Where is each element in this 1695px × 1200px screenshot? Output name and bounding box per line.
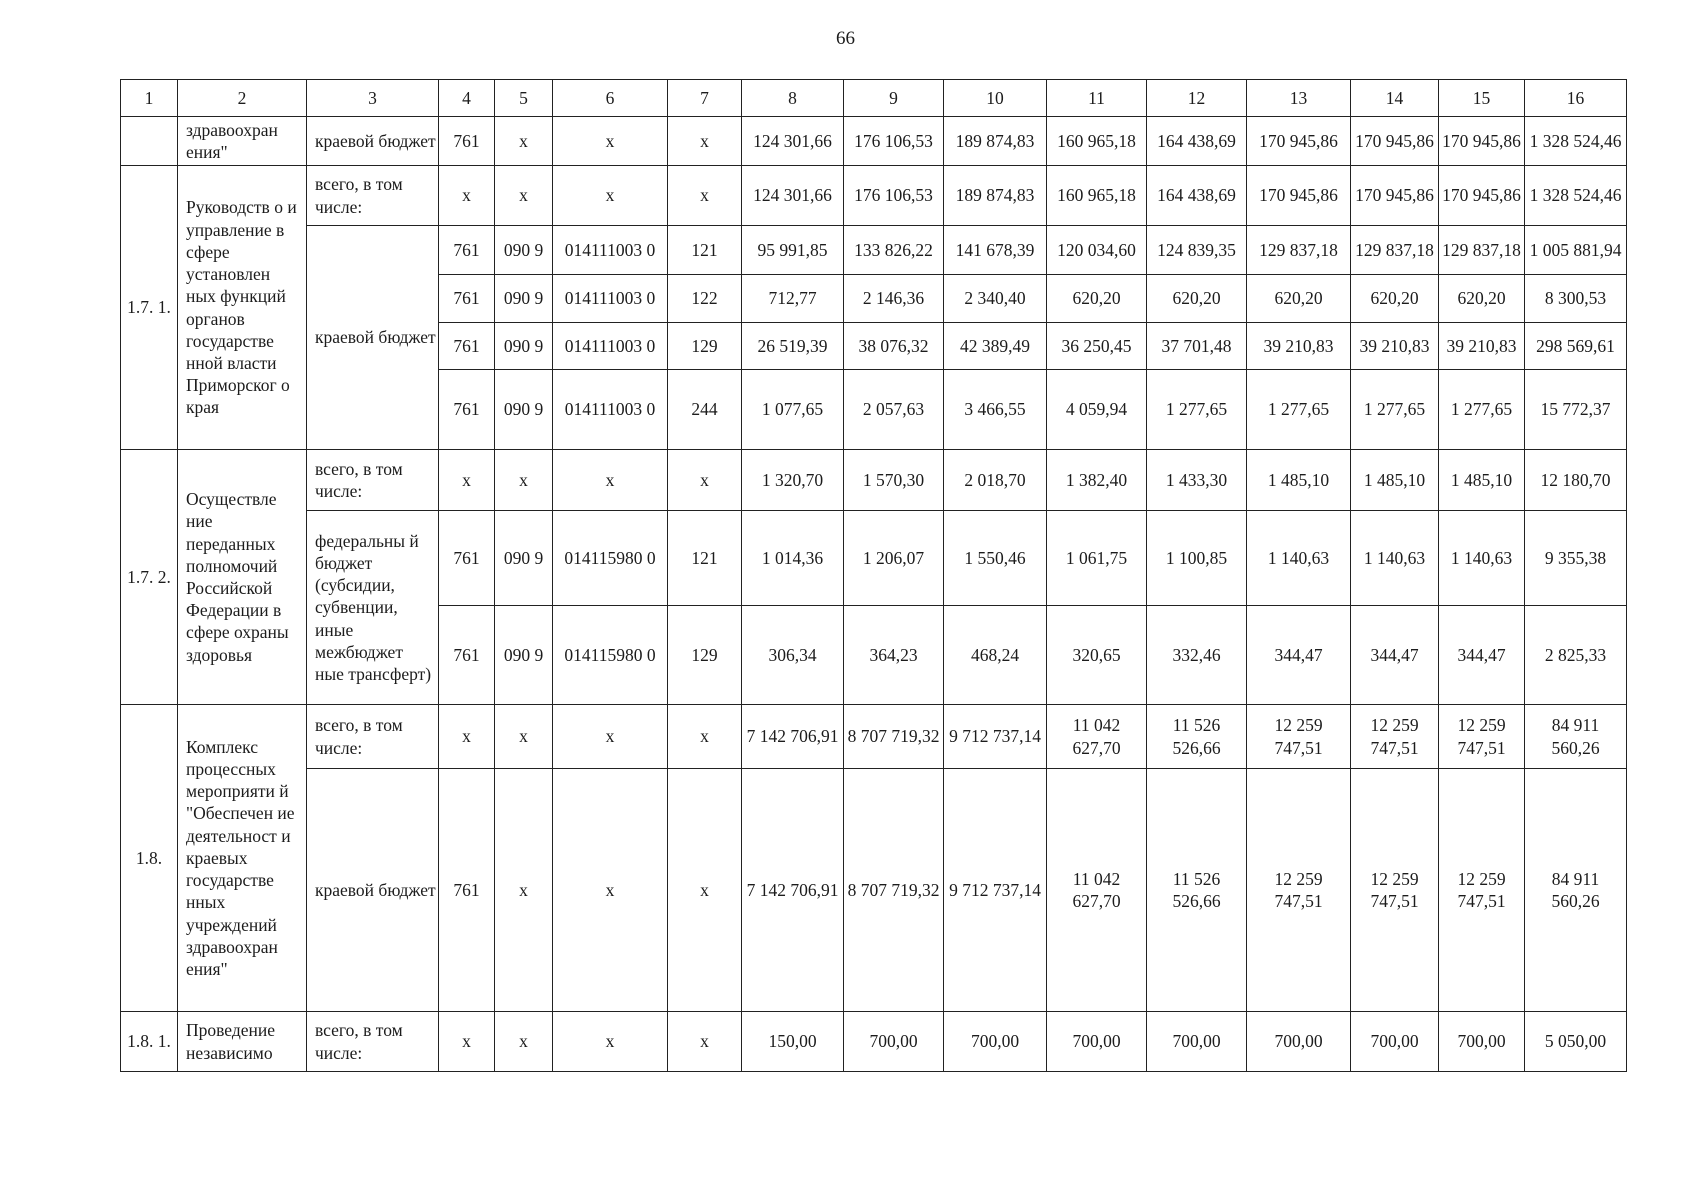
funding-source: всего, в том числе: — [307, 166, 439, 226]
cell-c4: х — [439, 450, 495, 511]
value-cell: 306,34 — [742, 606, 844, 705]
cell-c4: х — [439, 705, 495, 769]
value-cell: 170 945,86 — [1439, 117, 1525, 166]
value-cell: 12 259 747,51 — [1247, 769, 1351, 1012]
value-cell: 39 210,83 — [1351, 323, 1439, 370]
table-row — [121, 769, 1627, 1012]
cell-c5: х — [495, 166, 553, 226]
cell-c6: х — [553, 769, 668, 1012]
cell-c4: 761 — [439, 511, 495, 606]
value-cell: 170 945,86 — [1351, 166, 1439, 226]
row-number: 1.8. — [121, 705, 178, 1012]
value-cell: 1 320,70 — [742, 450, 844, 511]
value-cell: 11 526 526,66 — [1147, 705, 1247, 769]
table-row — [121, 511, 1627, 606]
value-cell: 176 106,53 — [844, 117, 944, 166]
value-cell: 700,00 — [1439, 1012, 1525, 1072]
value-cell: 95 991,85 — [742, 226, 844, 275]
value-cell: 364,23 — [844, 606, 944, 705]
item-name: Руководств о и управление в сфере установлен ных функций органов государстве нной власти Приморског о края — [178, 166, 307, 450]
value-cell: 5 050,00 — [1525, 1012, 1627, 1072]
funding-source: федеральны й бюджет (субсидии, субвенции, иные межбюджет ные трансферт) — [307, 511, 439, 705]
value-cell: 344,47 — [1247, 606, 1351, 705]
value-cell: 160 965,18 — [1047, 166, 1147, 226]
value-cell: 1 277,65 — [1351, 370, 1439, 450]
value-cell: 1 550,46 — [944, 511, 1047, 606]
value-cell: 2 018,70 — [944, 450, 1047, 511]
cell-c4: 761 — [439, 370, 495, 450]
value-cell: 700,00 — [844, 1012, 944, 1072]
value-cell: 8 707 719,32 — [844, 705, 944, 769]
header-cell: 10 — [944, 80, 1047, 117]
value-cell: 1 433,30 — [1147, 450, 1247, 511]
value-cell: 7 142 706,91 — [742, 705, 844, 769]
value-cell: 1 328 524,46 — [1525, 117, 1627, 166]
cell-c6: 014115980 0 — [553, 606, 668, 705]
value-cell: 164 438,69 — [1147, 117, 1247, 166]
value-cell: 176 106,53 — [844, 166, 944, 226]
funding-source: всего, в том числе: — [307, 450, 439, 511]
value-cell: 1 140,63 — [1439, 511, 1525, 606]
value-cell: 1 014,36 — [742, 511, 844, 606]
value-cell: 26 519,39 — [742, 323, 844, 370]
value-cell: 332,46 — [1147, 606, 1247, 705]
value-cell: 12 259 747,51 — [1351, 705, 1439, 769]
value-cell: 170 945,86 — [1247, 166, 1351, 226]
value-cell: 1 140,63 — [1247, 511, 1351, 606]
value-cell: 170 945,86 — [1439, 166, 1525, 226]
value-cell: 9 712 737,14 — [944, 769, 1047, 1012]
funding-source: краевой бюджет — [307, 117, 439, 166]
cell-c7: 129 — [668, 606, 742, 705]
value-cell: 42 389,49 — [944, 323, 1047, 370]
table-row — [121, 1012, 1627, 1072]
item-name: Комплекс процессных мероприяти й "Обеспечен ие деятельност и краевых государстве нных учреждений здравоохран ения" — [178, 705, 307, 1012]
cell-c7: 121 — [668, 511, 742, 606]
header-cell: 6 — [553, 80, 668, 117]
cell-c5: х — [495, 1012, 553, 1072]
value-cell: 620,20 — [1439, 275, 1525, 323]
value-cell: 298 569,61 — [1525, 323, 1627, 370]
value-cell: 36 250,45 — [1047, 323, 1147, 370]
cell-c5: х — [495, 450, 553, 511]
value-cell: 12 259 747,51 — [1439, 705, 1525, 769]
value-cell: 38 076,32 — [844, 323, 944, 370]
funding-source: краевой бюджет — [307, 769, 439, 1012]
cell-c5: х — [495, 705, 553, 769]
cell-c6: 014111003 0 — [553, 226, 668, 275]
value-cell: 9 355,38 — [1525, 511, 1627, 606]
cell-c5: 090 9 — [495, 226, 553, 275]
budget-table — [120, 79, 1627, 1072]
value-cell: 700,00 — [944, 1012, 1047, 1072]
value-cell: 1 206,07 — [844, 511, 944, 606]
value-cell: 84 911 560,26 — [1525, 705, 1627, 769]
header-cell: 11 — [1047, 80, 1147, 117]
value-cell: 12 180,70 — [1525, 450, 1627, 511]
value-cell: 1 570,30 — [844, 450, 944, 511]
item-name: Осуществле ние переданных полномочий Российской Федерации в сфере охраны здоровья — [178, 450, 307, 705]
value-cell: 1 005 881,94 — [1525, 226, 1627, 275]
cell-c4: 761 — [439, 769, 495, 1012]
header-row — [121, 80, 1627, 117]
cell-c4: 761 — [439, 606, 495, 705]
cell-c6: 014115980 0 — [553, 511, 668, 606]
item-name: здравоохран ения" — [178, 117, 307, 166]
cell-c7: 129 — [668, 323, 742, 370]
value-cell: 1 277,65 — [1147, 370, 1247, 450]
value-cell: 124 301,66 — [742, 166, 844, 226]
value-cell: 12 259 747,51 — [1351, 769, 1439, 1012]
table-row — [121, 166, 1627, 226]
value-cell: 700,00 — [1247, 1012, 1351, 1072]
value-cell: 1 485,10 — [1247, 450, 1351, 511]
value-cell: 4 059,94 — [1047, 370, 1147, 450]
table-row — [121, 117, 1627, 166]
value-cell: 9 712 737,14 — [944, 705, 1047, 769]
value-cell: 84 911 560,26 — [1525, 769, 1627, 1012]
value-cell: 11 042 627,70 — [1047, 705, 1147, 769]
value-cell: 2 825,33 — [1525, 606, 1627, 705]
cell-c7: х — [668, 166, 742, 226]
table-row — [121, 450, 1627, 511]
table-row — [121, 705, 1627, 769]
value-cell: 712,77 — [742, 275, 844, 323]
value-cell: 2 340,40 — [944, 275, 1047, 323]
cell-c4: 761 — [439, 275, 495, 323]
cell-c7: 244 — [668, 370, 742, 450]
table-row — [121, 226, 1627, 275]
header-cell: 5 — [495, 80, 553, 117]
header-cell: 15 — [1439, 80, 1525, 117]
value-cell: 1 061,75 — [1047, 511, 1147, 606]
value-cell: 39 210,83 — [1439, 323, 1525, 370]
header-cell: 2 — [178, 80, 307, 117]
value-cell: 8 300,53 — [1525, 275, 1627, 323]
funding-source: краевой бюджет — [307, 226, 439, 450]
cell-c4: 761 — [439, 323, 495, 370]
cell-c6: 014111003 0 — [553, 323, 668, 370]
row-number: 1.7. 2. — [121, 450, 178, 705]
value-cell: 1 277,65 — [1247, 370, 1351, 450]
cell-c5: х — [495, 769, 553, 1012]
value-cell: 129 837,18 — [1351, 226, 1439, 275]
value-cell: 468,24 — [944, 606, 1047, 705]
header-cell: 7 — [668, 80, 742, 117]
value-cell: 320,65 — [1047, 606, 1147, 705]
value-cell: 1 328 524,46 — [1525, 166, 1627, 226]
value-cell: 1 485,10 — [1351, 450, 1439, 511]
value-cell: 700,00 — [1147, 1012, 1247, 1072]
cell-c7: 122 — [668, 275, 742, 323]
cell-c7: х — [668, 705, 742, 769]
cell-c6: 014111003 0 — [553, 275, 668, 323]
cell-c6: х — [553, 1012, 668, 1072]
value-cell: 8 707 719,32 — [844, 769, 944, 1012]
header-cell: 1 — [121, 80, 178, 117]
row-number — [121, 117, 178, 166]
cell-c6: х — [553, 166, 668, 226]
cell-c4: х — [439, 1012, 495, 1072]
cell-c5: 090 9 — [495, 511, 553, 606]
value-cell: 39 210,83 — [1247, 323, 1351, 370]
value-cell: 620,20 — [1147, 275, 1247, 323]
cell-c4: 761 — [439, 226, 495, 275]
value-cell: 129 837,18 — [1439, 226, 1525, 275]
cell-c7: 121 — [668, 226, 742, 275]
value-cell: 1 077,65 — [742, 370, 844, 450]
value-cell: 124 301,66 — [742, 117, 844, 166]
value-cell: 160 965,18 — [1047, 117, 1147, 166]
value-cell: 15 772,37 — [1525, 370, 1627, 450]
cell-c4: х — [439, 166, 495, 226]
cell-c6: х — [553, 705, 668, 769]
cell-c4: 761 — [439, 117, 495, 166]
value-cell: 124 839,35 — [1147, 226, 1247, 275]
header-cell: 13 — [1247, 80, 1351, 117]
value-cell: 120 034,60 — [1047, 226, 1147, 275]
value-cell: 11 526 526,66 — [1147, 769, 1247, 1012]
cell-c7: х — [668, 769, 742, 1012]
row-number: 1.8. 1. — [121, 1012, 178, 1072]
cell-c7: х — [668, 450, 742, 511]
cell-c7: х — [668, 117, 742, 166]
item-name: Проведение независимо — [178, 1012, 307, 1072]
cell-c6: х — [553, 450, 668, 511]
value-cell: 1 140,63 — [1351, 511, 1439, 606]
cell-c6: 014111003 0 — [553, 370, 668, 450]
value-cell: 7 142 706,91 — [742, 769, 844, 1012]
cell-c5: 090 9 — [495, 275, 553, 323]
value-cell: 2 146,36 — [844, 275, 944, 323]
value-cell: 2 057,63 — [844, 370, 944, 450]
value-cell: 1 382,40 — [1047, 450, 1147, 511]
header-cell: 16 — [1525, 80, 1627, 117]
value-cell: 620,20 — [1351, 275, 1439, 323]
value-cell: 164 438,69 — [1147, 166, 1247, 226]
header-cell: 14 — [1351, 80, 1439, 117]
value-cell: 344,47 — [1439, 606, 1525, 705]
value-cell: 129 837,18 — [1247, 226, 1351, 275]
value-cell: 37 701,48 — [1147, 323, 1247, 370]
value-cell: 344,47 — [1351, 606, 1439, 705]
value-cell: 150,00 — [742, 1012, 844, 1072]
cell-c7: х — [668, 1012, 742, 1072]
row-number: 1.7. 1. — [121, 166, 178, 450]
page-number: 66 — [836, 28, 855, 49]
value-cell: 700,00 — [1351, 1012, 1439, 1072]
value-cell: 170 945,86 — [1247, 117, 1351, 166]
value-cell: 141 678,39 — [944, 226, 1047, 275]
cell-c5: 090 9 — [495, 370, 553, 450]
funding-source: всего, в том числе: — [307, 705, 439, 769]
value-cell: 12 259 747,51 — [1439, 769, 1525, 1012]
value-cell: 620,20 — [1247, 275, 1351, 323]
value-cell: 12 259 747,51 — [1247, 705, 1351, 769]
value-cell: 170 945,86 — [1351, 117, 1439, 166]
header-cell: 9 — [844, 80, 944, 117]
value-cell: 3 466,55 — [944, 370, 1047, 450]
value-cell: 11 042 627,70 — [1047, 769, 1147, 1012]
funding-source: всего, в том числе: — [307, 1012, 439, 1072]
value-cell: 189 874,83 — [944, 117, 1047, 166]
value-cell: 1 485,10 — [1439, 450, 1525, 511]
cell-c5: х — [495, 117, 553, 166]
value-cell: 133 826,22 — [844, 226, 944, 275]
header-cell: 12 — [1147, 80, 1247, 117]
cell-c5: 090 9 — [495, 323, 553, 370]
value-cell: 1 100,85 — [1147, 511, 1247, 606]
header-cell: 8 — [742, 80, 844, 117]
value-cell: 1 277,65 — [1439, 370, 1525, 450]
header-cell: 4 — [439, 80, 495, 117]
value-cell: 620,20 — [1047, 275, 1147, 323]
header-cell: 3 — [307, 80, 439, 117]
cell-c6: х — [553, 117, 668, 166]
value-cell: 189 874,83 — [944, 166, 1047, 226]
cell-c5: 090 9 — [495, 606, 553, 705]
value-cell: 700,00 — [1047, 1012, 1147, 1072]
